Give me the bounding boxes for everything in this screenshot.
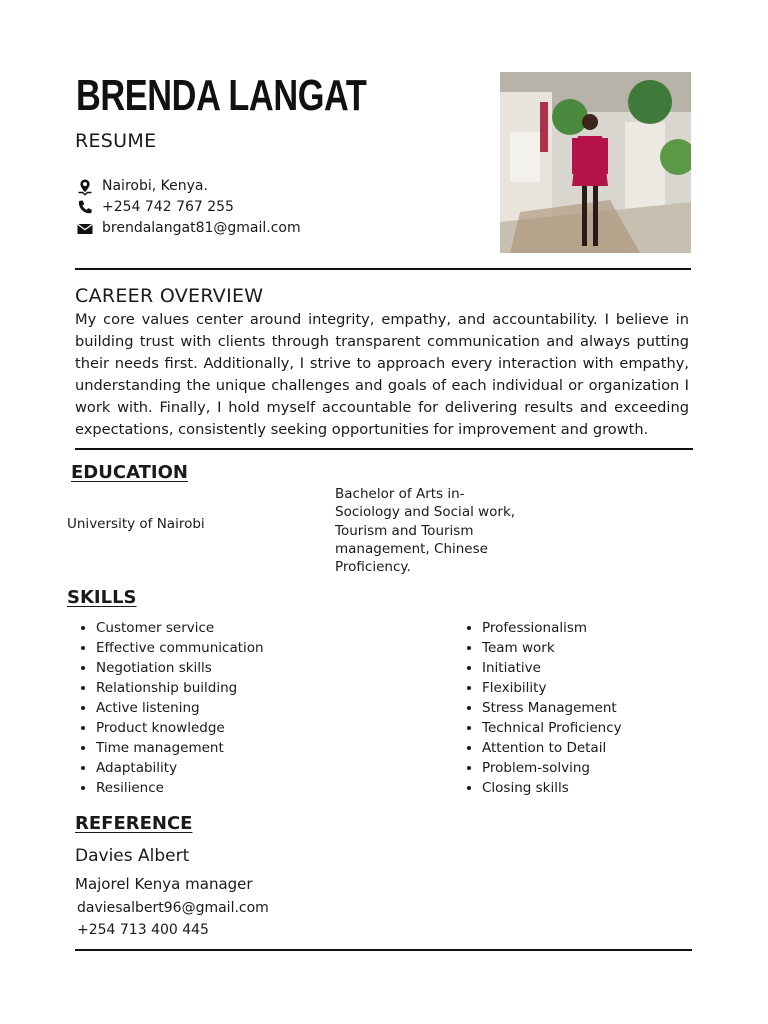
skill-item: • Customer service [96,618,264,638]
phone-icon [76,199,94,217]
contact-email [76,218,301,239]
skill-item: • Adaptability [96,758,264,778]
skill-item: • Negotiation skills [96,658,264,678]
map-pin-icon [76,178,94,196]
skill-item: • Time management [96,738,264,758]
education-heading: EDUCATION [71,462,188,483]
email-text: brendalangat81@gmail.com [102,220,301,236]
contact-block [76,176,301,239]
skill-item: • Professionalism [482,618,622,638]
skill-item: • Resilience [96,778,264,798]
skill-item: • Problem-solving [482,758,622,778]
skill-item: • Relationship building [96,678,264,698]
skill-item: • Initiative [482,658,622,678]
reference-name: Davies Albert [75,846,190,866]
education-school: University of Nairobi [67,516,205,532]
contact-phone [76,197,301,218]
skills-heading: SKILLS [67,587,137,608]
skill-item: • Product knowledge [96,718,264,738]
reference-title: Majorel Kenya manager [75,875,253,893]
reference-heading: REFERENCE [75,813,193,834]
career-overview-text: My core values center around integrity, empathy, and accountability. I believe in building trust with clients through transparent communication and always putting their needs first. Additionally, I strive to approach every interaction with empathy, understanding the unique challenges and goals of each individual or organization I work with. Finally, I hold myself accountable for delivering results and exceeding expectations, consistently seeking opportunities for improvement and growth. [75,311,689,438]
location-text: Nairobi, Kenya. [102,178,208,194]
education-degree: Bachelor of Arts in- Sociology and Social work, Tourism and Tourism management, Chinese Proficiency. [335,486,516,576]
skill-item: • Attention to Detail [482,738,622,758]
career-overview-heading: CAREER OVERVIEW [75,285,264,307]
skill-item: • Team work [482,638,622,658]
divider-top [75,268,691,270]
skill-item: • Closing skills [482,778,622,798]
resume-subtitle: RESUME [75,130,157,152]
skills-list-left [76,618,264,798]
skill-item: • Technical Proficiency [482,718,622,738]
skill-item: • Stress Management [482,698,622,718]
reference-email: daviesalbert96@gmail.com [77,900,269,916]
phone-text: +254 742 767 255 [102,199,234,215]
envelope-icon [76,220,94,238]
profile-photo [500,72,691,253]
skill-item: • Effective communication [96,638,264,658]
skills-list-right [462,618,622,798]
skill-item: • Flexibility [482,678,622,698]
divider-bottom [75,949,692,951]
candidate-name: BRENDA LANGAT [76,71,367,120]
divider-middle [75,448,693,450]
reference-phone: +254 713 400 445 [77,922,209,938]
skill-item: • Active listening [96,698,264,718]
contact-location [76,176,301,197]
